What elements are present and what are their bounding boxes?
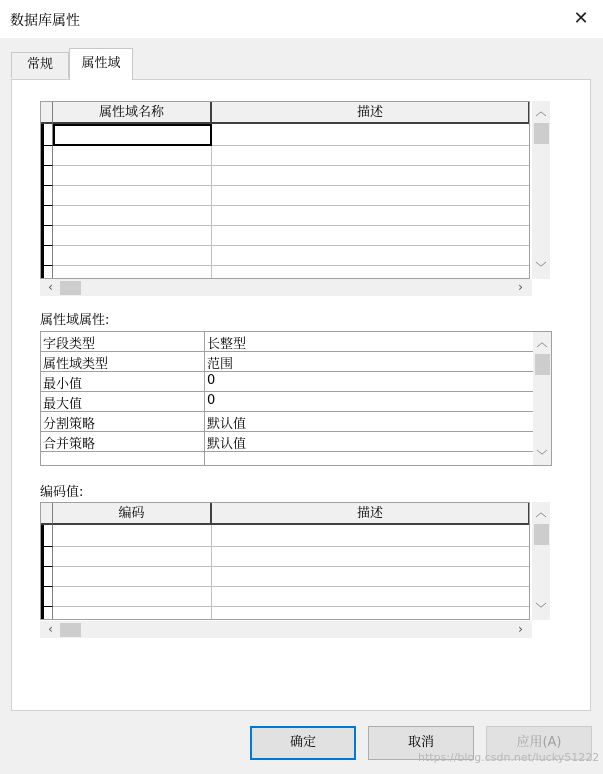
grid-cell[interactable] bbox=[53, 246, 212, 266]
grid-cell[interactable] bbox=[53, 166, 212, 186]
grid-corner bbox=[41, 503, 53, 525]
property-row[interactable] bbox=[41, 412, 533, 432]
property-row[interactable] bbox=[41, 352, 533, 372]
grid-cell[interactable] bbox=[53, 206, 212, 226]
property-name: 最小值 bbox=[43, 377, 83, 392]
grid-cell[interactable] bbox=[53, 607, 212, 620]
row-header[interactable] bbox=[41, 166, 53, 186]
watermark: https://blog.csdn.net/lucky51222 bbox=[418, 751, 600, 764]
coded-values-vertical-scrollbar[interactable] bbox=[532, 502, 550, 620]
grid-cell[interactable] bbox=[53, 547, 212, 567]
row-header[interactable] bbox=[41, 226, 53, 246]
scroll-up-icon[interactable]: ︿ bbox=[536, 336, 548, 349]
scroll-down-icon[interactable]: ﹀ bbox=[536, 449, 548, 462]
grid-cell[interactable] bbox=[212, 547, 530, 567]
row-header[interactable] bbox=[41, 266, 53, 279]
grid-cell[interactable] bbox=[53, 146, 212, 166]
grid-cell[interactable] bbox=[212, 525, 530, 547]
row-header[interactable] bbox=[41, 186, 53, 206]
properties-vertical-scrollbar[interactable] bbox=[533, 332, 551, 465]
title-bar bbox=[0, 0, 603, 38]
grid-cell[interactable] bbox=[53, 567, 212, 587]
window-title: 数据库属性 bbox=[10, 13, 80, 29]
scroll-thumb[interactable] bbox=[534, 123, 549, 144]
grid-cell[interactable] bbox=[53, 587, 212, 607]
scroll-up-icon[interactable]: ︿ bbox=[535, 105, 547, 118]
property-row[interactable] bbox=[41, 432, 533, 452]
property-row[interactable] bbox=[41, 392, 533, 412]
coded-values-label: 编码值: bbox=[40, 485, 84, 500]
domain-properties-grid bbox=[40, 331, 552, 466]
grid-cell[interactable] bbox=[212, 607, 530, 620]
row-header[interactable] bbox=[41, 246, 53, 266]
scroll-right-icon[interactable]: › bbox=[518, 622, 523, 636]
tab-domains[interactable]: 属性域 bbox=[69, 48, 133, 80]
domain-properties-label: 属性域属性: bbox=[40, 313, 110, 328]
close-icon[interactable]: ✕ bbox=[573, 8, 589, 29]
property-name: 分割策略 bbox=[43, 417, 96, 432]
property-name: 属性域类型 bbox=[43, 357, 109, 372]
grid-cell[interactable] bbox=[212, 186, 530, 206]
property-row[interactable] bbox=[41, 332, 533, 352]
grid-cell[interactable] bbox=[212, 166, 530, 186]
coded-values-grid bbox=[40, 502, 552, 640]
property-value[interactable]: 长整型 bbox=[207, 337, 247, 352]
scroll-thumb[interactable] bbox=[60, 281, 81, 295]
scroll-left-icon[interactable]: ‹ bbox=[48, 280, 53, 294]
cancel-button[interactable]: 取消 bbox=[368, 726, 474, 760]
coded-values-table bbox=[40, 502, 530, 620]
column-header-domain-name[interactable]: 属性域名称 bbox=[53, 102, 212, 124]
row-header[interactable] bbox=[41, 124, 53, 146]
grid-cell[interactable] bbox=[53, 525, 212, 547]
property-row[interactable] bbox=[41, 372, 533, 392]
row-header[interactable] bbox=[41, 525, 53, 547]
property-value[interactable]: 范围 bbox=[207, 357, 234, 372]
grid-cell[interactable] bbox=[212, 587, 530, 607]
row-header[interactable] bbox=[41, 587, 53, 607]
row-header[interactable] bbox=[41, 547, 53, 567]
property-name: 合并策略 bbox=[43, 437, 96, 452]
scroll-right-icon[interactable]: › bbox=[518, 280, 523, 294]
ok-button[interactable]: 确定 bbox=[250, 726, 356, 760]
domain-grid-vertical-scrollbar[interactable] bbox=[532, 101, 550, 279]
grid-cell[interactable] bbox=[53, 266, 212, 279]
scroll-left-icon[interactable]: ‹ bbox=[48, 622, 53, 636]
apply-button[interactable]: 应用(A) bbox=[486, 726, 592, 760]
row-header[interactable] bbox=[41, 146, 53, 166]
grid-cell[interactable] bbox=[212, 124, 530, 146]
property-value[interactable]: 默认值 bbox=[207, 437, 247, 452]
scroll-down-icon[interactable]: ﹀ bbox=[535, 261, 547, 274]
domain-grid-horizontal-scrollbar[interactable] bbox=[40, 279, 532, 296]
domain-grid bbox=[40, 101, 552, 298]
grid-cell[interactable] bbox=[212, 567, 530, 587]
grid-cell[interactable] bbox=[212, 246, 530, 266]
tab-general[interactable]: 常规 bbox=[11, 52, 69, 78]
column-header-code[interactable]: 编码 bbox=[53, 503, 212, 525]
property-name: 字段类型 bbox=[43, 337, 96, 352]
grid-cell[interactable] bbox=[212, 206, 530, 226]
scroll-thumb[interactable] bbox=[535, 354, 550, 375]
row-header[interactable] bbox=[41, 206, 53, 226]
grid-cell[interactable] bbox=[212, 226, 530, 246]
row-header[interactable] bbox=[41, 567, 53, 587]
scroll-up-icon[interactable]: ︿ bbox=[535, 506, 547, 519]
scroll-thumb[interactable] bbox=[534, 524, 549, 545]
property-value[interactable]: 0 bbox=[207, 393, 216, 408]
property-value[interactable]: 0 bbox=[207, 373, 216, 388]
column-header-description[interactable]: 描述 bbox=[212, 102, 530, 124]
property-value[interactable]: 默认值 bbox=[207, 417, 247, 432]
scroll-thumb[interactable] bbox=[60, 623, 81, 637]
row-header[interactable] bbox=[41, 607, 53, 620]
column-header-description[interactable]: 描述 bbox=[212, 503, 530, 525]
grid-cell[interactable] bbox=[53, 186, 212, 206]
grid-cell[interactable] bbox=[53, 226, 212, 246]
scroll-down-icon[interactable]: ﹀ bbox=[535, 602, 547, 615]
property-name: 最大值 bbox=[43, 397, 83, 412]
grid-cell-selected[interactable] bbox=[53, 124, 212, 146]
domain-grid-table bbox=[40, 101, 530, 279]
grid-cell[interactable] bbox=[212, 146, 530, 166]
coded-values-horizontal-scrollbar[interactable] bbox=[40, 621, 532, 638]
grid-corner bbox=[41, 102, 53, 124]
grid-cell[interactable] bbox=[212, 266, 530, 279]
